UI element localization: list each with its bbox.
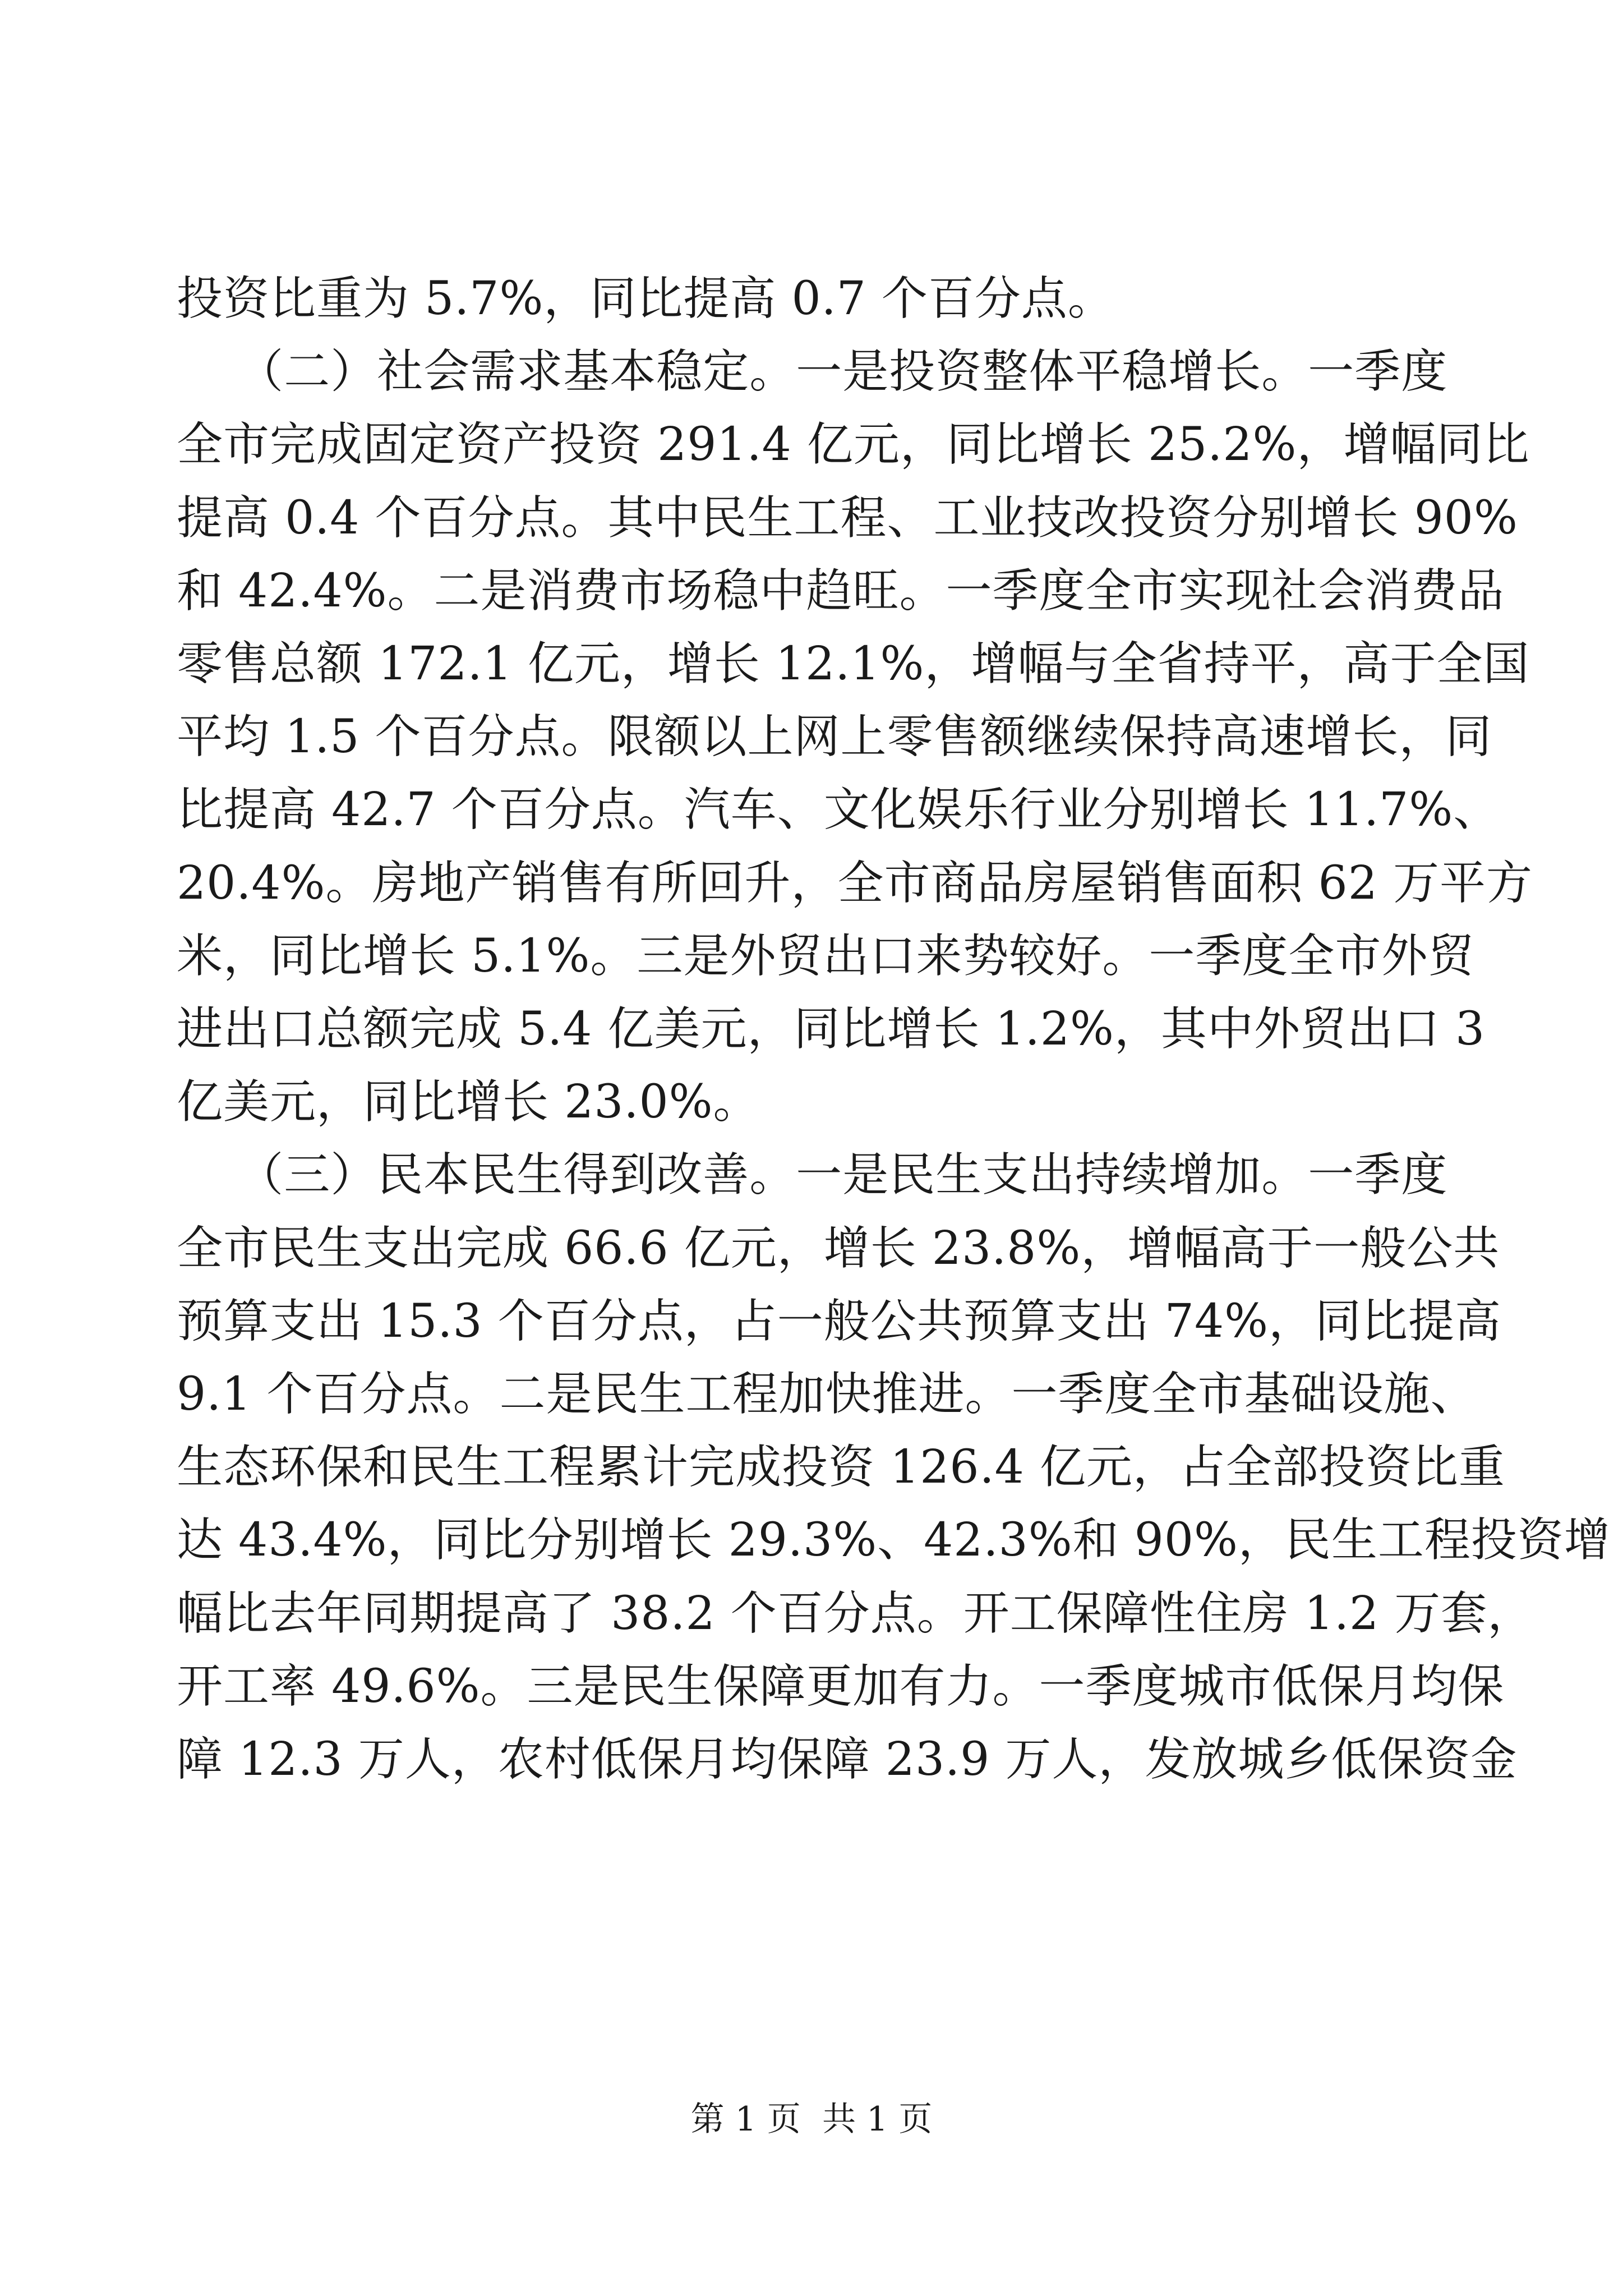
- text-line: 9.1 个百分点。二是民生工程加快推进。一季度全市基础设施、: [177, 1368, 1477, 1421]
- text-line: 预算支出 15.3 个百分点，占一般公共预算支出 74%，同比提高: [177, 1295, 1502, 1348]
- text-line: 投资比重为 5.7%，同比提高 0.7 个百分点。: [177, 272, 1114, 325]
- text-line: 全市民生支出完成 66.6 亿元，增长 23.8%，增幅高于一般公共: [177, 1222, 1500, 1275]
- text-line: 幅比去年同期提高了 38.2 个百分点。开工保障性住房 1.2 万套，: [177, 1587, 1534, 1640]
- text-line: 障 12.3 万人，农村低保月均保障 23.9 万人，发放城乡低保资金: [177, 1733, 1518, 1786]
- text-line: 米，同比增长 5.1%。三是外贸出口来势较好。一季度全市外贸: [177, 930, 1475, 983]
- text-line: 20.4%。房地产销售有所回升，全市商品房屋销售面积 62 万平方: [177, 857, 1533, 910]
- page-footer: 第 1 页 共 1 页: [690, 2100, 933, 2139]
- text-line: 亿美元，同比增长 23.0%。: [177, 1075, 760, 1129]
- text-line: 平均 1.5 个百分点。限额以上网上零售额继续保持高速增长，同: [177, 710, 1492, 763]
- text-line: 和 42.4%。二是消费市场稳中趋旺。一季度全市实现社会消费品: [177, 564, 1505, 618]
- text-line: 全市完成固定资产投资 291.4 亿元，同比增长 25.2%，增幅同比: [177, 418, 1530, 471]
- text-line: 提高 0.4 个百分点。其中民生工程、工业技改投资分别增长 90%: [177, 491, 1518, 545]
- text-line: 零售总额 172.1 亿元，增长 12.1%，增幅与全省持平，高于全国: [177, 637, 1530, 691]
- text-line: 进出口总额完成 5.4 亿美元，同比增长 1.2%，其中外贸出口 3: [177, 1002, 1486, 1056]
- text-line: 比提高 42.7 个百分点。汽车、文化娱乐行业分别增长 11.7%、: [177, 783, 1500, 836]
- text-line: 达 43.4%，同比分别增长 29.3%、42.3%和 90%，民生工程投资增: [177, 1513, 1611, 1567]
- text-line: （三）民本民生得到改善。一是民生支出持续增加。一季度: [177, 1148, 1448, 1202]
- text-line: 生态环保和民生工程累计完成投资 126.4 亿元，占全部投资比重: [177, 1441, 1505, 1494]
- text-line: （二）社会需求基本稳定。一是投资整体平稳增长。一季度: [177, 345, 1448, 398]
- text-line: 开工率 49.6%。三是民生保障更加有力。一季度城市低保月均保: [177, 1660, 1505, 1713]
